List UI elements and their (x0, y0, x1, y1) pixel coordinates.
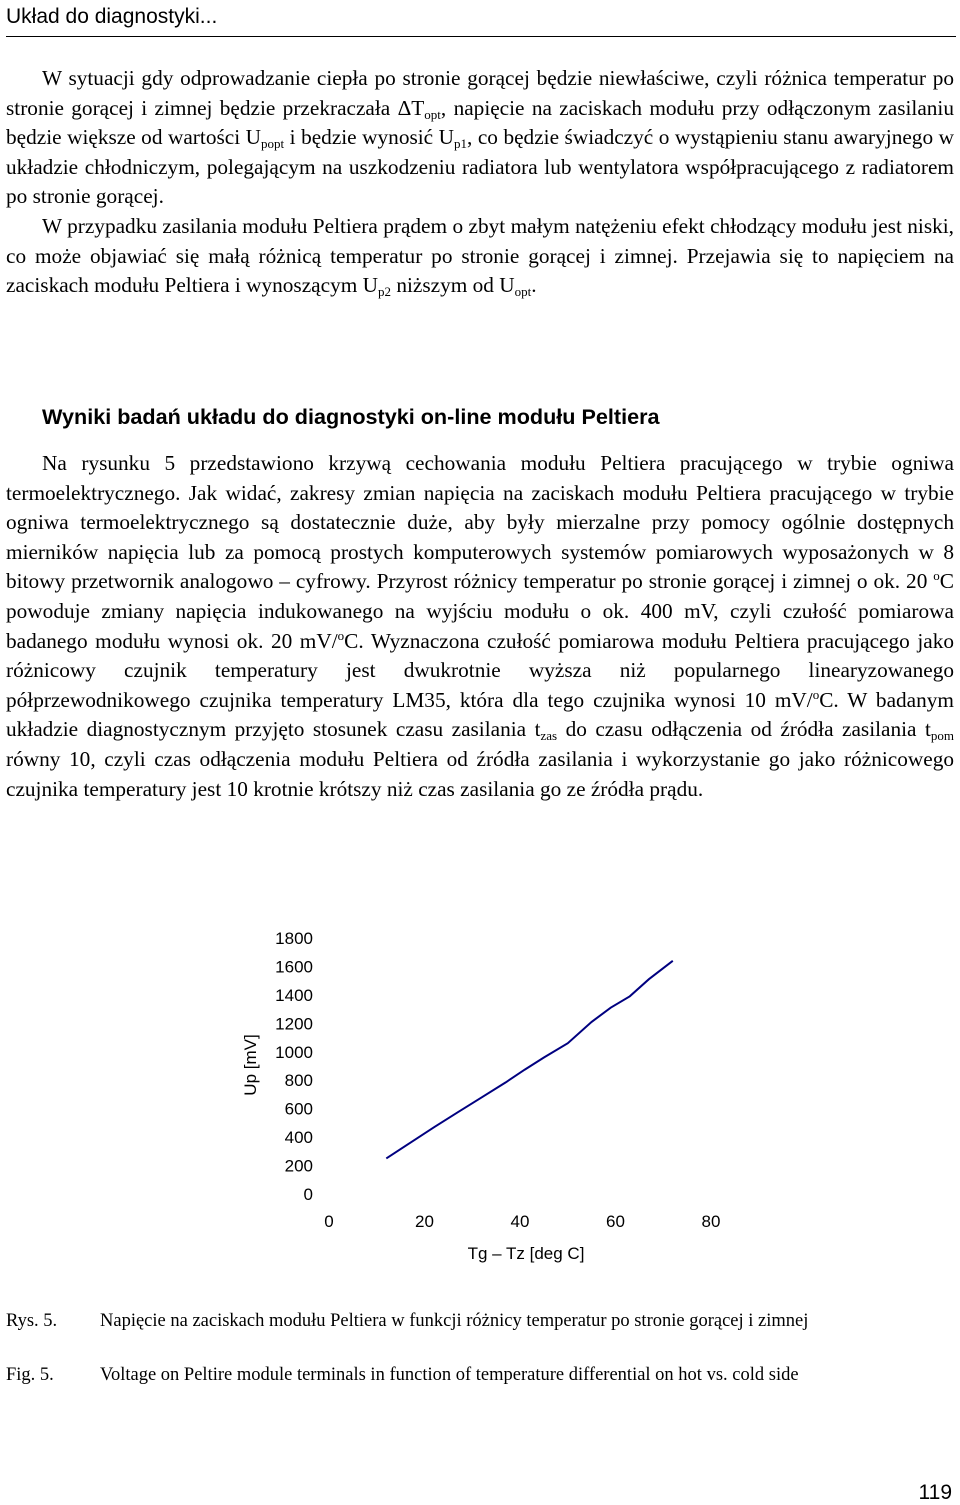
y-tick-label: 600 (284, 1099, 313, 1119)
x-tick-label: 80 (701, 1212, 721, 1231)
y-tick-label: 1000 (275, 1042, 313, 1062)
running-header (6, 2, 956, 37)
section-text (6, 449, 954, 804)
series-line-up (386, 961, 673, 1159)
y-tick-label: 400 (284, 1128, 313, 1148)
page-number: 119 (918, 1481, 952, 1504)
y-tick-label: 1600 (275, 957, 313, 977)
y-tick-label: 1800 (275, 929, 313, 948)
running-header-title: Układ do diagnostyki... (6, 5, 218, 28)
y-tick-label: 0 (303, 1185, 313, 1204)
x-tick-label: 40 (510, 1212, 530, 1231)
y-tick-label: 1400 (275, 985, 313, 1005)
caption-english-text: Voltage on Peltire module terminals in function of temperature differential on hot vs. cold side (100, 1365, 799, 1385)
y-tick-label: 800 (284, 1071, 313, 1091)
x-axis-label: Tg – Tz [deg C] (467, 1244, 585, 1263)
calibration-chart (0, 900, 960, 1280)
y-axis-label: Up [mV] (241, 1034, 260, 1096)
intro-text (6, 64, 954, 301)
paragraph-emergency-state: W sytuacji gdy odprowadzanie ciepła po stronie gorącej będzie niewłaściwe, czyli różnica temperatur po stronie gorącej i zimnej będzie przekraczała $\Delta T_{opt}$, napięcie na zaciskach modułu przy odłączonym zasilaniu będzie większe od wartości $U_{popt}$ i będzie wynosić $U_{p1}$, co będzie świadczyć o wystąpieniu stanu awaryjnego w układzie chłodniczym, polegającym na uszkodzeniu radiatora lub wentylatora współpracującego z radiatorem po stronie gorącej. (6, 66, 954, 209)
caption-english (6, 1362, 956, 1414)
x-tick-label: 20 (415, 1212, 434, 1231)
caption-english-label: Fig. 5. (6, 1365, 54, 1385)
x-tick-label: 60 (606, 1212, 625, 1231)
x-axis-ticks (324, 1212, 720, 1231)
section-heading: Wyniki badań układu do diagnostyki on-line modułu Peltiera (42, 404, 660, 429)
y-tick-label: 1200 (275, 1014, 313, 1034)
y-axis-ticks (275, 929, 313, 1204)
y-tick-label: 200 (284, 1156, 313, 1176)
caption-polish (6, 1308, 956, 1360)
x-tick-label: 0 (324, 1212, 334, 1231)
paragraph-low-current: W przypadku zasilania modułu Peltiera prądem o zbyt małym natężeniu efekt chłodzący modułu jest niski, co może objawiać się małą różnicą temperatur po stronie gorącej i zimnej. Przejawia się to napięciem na zaciskach modułu Peltiera i wynoszącym $U_{p2}$ niższym od $U_{opt}$. (6, 213, 954, 300)
caption-polish-text: Napięcie na zaciskach modułu Peltiera w funkcji różnicy temperatur po stronie gorącej i zimnej (100, 1311, 809, 1331)
caption-polish-label: Rys. 5. (6, 1311, 58, 1331)
paragraph-calibration-curve: Na rysunku 5 przedstawiono krzywą cechowania modułu Peltiera pracującego w trybie ogniwa termoelektrycznego. Jak widać, zakresy zmian napięcia na zaciskach modułu Peltiera pracującego w trybie ogniwa termoelektrycznego są dostatecznie duże, aby były mierzalne przy pomocy ogólnie dostępnych mierników napięcia lub za pomocą prostych komputerowych systemów pomiarowych wyposażonych w 8 bitowy przetwornik analogowo – cyfrowy. Przyrost różnicy temperatur po stronie gorącej i zimnej o ok. 20 $^o$C powoduje zmiany napięcia indukowanego na wyjściu modułu o ok. 400 mV, czyli czułość pomiarowa badanego modułu wynosi ok. 20 mV/$^o$C. Wyznaczona czułość pomiarowa modułu Peltiera pracującego jako różnicowy czujnik temperatury jest dwukrotnie wyższa niż popularnego linearyzowanego półprzewodnikowego czujnika temperatury LM35, która dla tego czujnika wynosi 10 mV/$^o$C. W badanym układzie diagnostycznym przyjęto stosunek czasu zasilania $t_{zas}$ do czasu odłączenia od źródła zasilania $t_{pom}$ równy 10, czyli czas odłączenia modułu Peltiera od źródła zasilania i wykorzystanie go jako różnicowego czujnika temperatury jest 10 krotnie krótszy niż czas zasilania go ze źródła prądu. (6, 451, 954, 801)
